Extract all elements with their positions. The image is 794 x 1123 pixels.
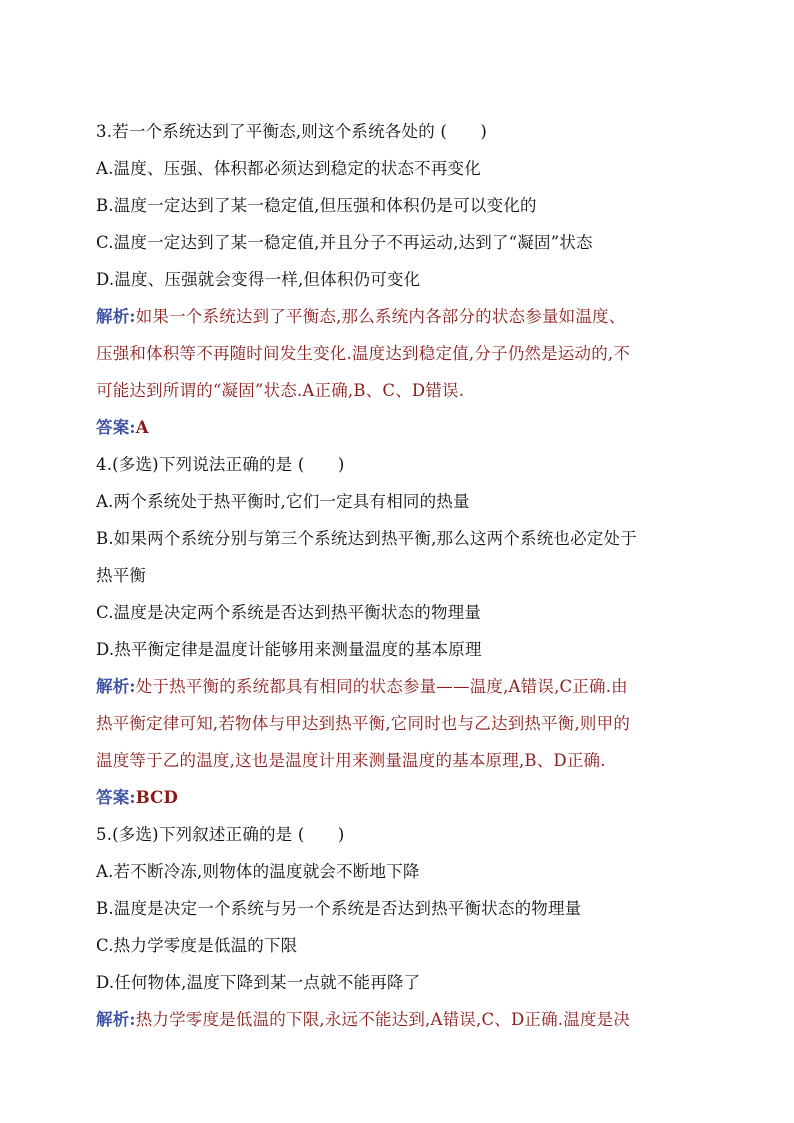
question-4-analysis-text-1: 处于热平衡的系统都具有相同的状态参量——温度,A错误,C正确.由 xyxy=(135,677,628,696)
question-4-analysis-line-3: 温度等于乙的温度,这也是温度计用来测量温度的基本原理,B、D正确. xyxy=(96,751,606,770)
question-4-answer-value: BCD xyxy=(135,788,178,807)
question-3-answer-label: 答案: xyxy=(96,418,136,437)
question-3-stem: 3.若一个系统达到了平衡态,则这个系统各处的 ( ) xyxy=(96,122,488,141)
question-3-analysis-line-2: 压强和体积等不再随时间发生变化.温度达到稳定值,分子仍然是运动的,不 xyxy=(96,344,631,363)
question-4-analysis-label: 解析: xyxy=(96,677,136,696)
question-4-option-d: D.热平衡定律是温度计能够用来测量温度的基本原理 xyxy=(96,640,482,659)
question-3-option-d: D.温度、压强就会变得一样,但体积仍可变化 xyxy=(96,270,421,289)
question-content xyxy=(96,113,698,1038)
question-5-stem: 5.(多选)下列叙述正确的是 ( ) xyxy=(96,825,345,844)
question-4-analysis-line-1 xyxy=(96,668,698,705)
question-4-stem: 4.(多选)下列说法正确的是 ( ) xyxy=(96,455,345,474)
question-3-analysis-text-1: 如果一个系统达到了平衡态,那么系统内各部分的状态参量如温度、 xyxy=(135,307,626,326)
question-4-option-b-continued: 热平衡 xyxy=(96,566,147,585)
question-4-answer xyxy=(96,779,698,816)
question-4-option-b: B.如果两个系统分别与第三个系统达到热平衡,那么这两个系统也必定处于 xyxy=(96,529,637,548)
question-5-analysis-text-1: 热力学零度是低温的下限,永远不能达到,A错误,C、D正确.温度是决 xyxy=(135,1010,631,1029)
question-4-option-c: C.温度是决定两个系统是否达到热平衡状态的物理量 xyxy=(96,603,482,622)
question-3-option-b: B.温度一定达到了某一稳定值,但压强和体积仍是可以变化的 xyxy=(96,196,537,215)
question-5-analysis-label: 解析: xyxy=(96,1010,136,1029)
question-3-answer xyxy=(96,409,698,446)
question-5-option-d: D.任何物体,温度下降到某一点就不能再降了 xyxy=(96,973,421,992)
question-3-analysis-line-3: 可能达到所谓的“凝固”状态.A正确,B、C、D错误. xyxy=(96,381,465,400)
question-3-answer-value: A xyxy=(135,418,149,437)
question-5-analysis-line-1 xyxy=(96,1001,698,1038)
question-3-option-a: A.温度、压强、体积都必须达到稳定的状态不再变化 xyxy=(96,159,481,178)
question-3-analysis-line-1 xyxy=(96,298,698,335)
question-5-option-a: A.若不断冷冻,则物体的温度就会不断地下降 xyxy=(96,862,420,881)
question-4-option-a: A.两个系统处于热平衡时,它们一定具有相同的热量 xyxy=(96,492,470,511)
question-4-analysis-line-2: 热平衡定律可知,若物体与甲达到热平衡,它同时也与乙达到热平衡,则甲的 xyxy=(96,714,631,733)
question-5-option-c: C.热力学零度是低温的下限 xyxy=(96,936,298,955)
question-3-analysis-label: 解析: xyxy=(96,307,136,326)
question-5-option-b: B.温度是决定一个系统与另一个系统是否达到热平衡状态的物理量 xyxy=(96,899,582,918)
question-4-answer-label: 答案: xyxy=(96,788,136,807)
question-3-option-c: C.温度一定达到了某一稳定值,并且分子不再运动,达到了“凝固”状态 xyxy=(96,233,593,252)
